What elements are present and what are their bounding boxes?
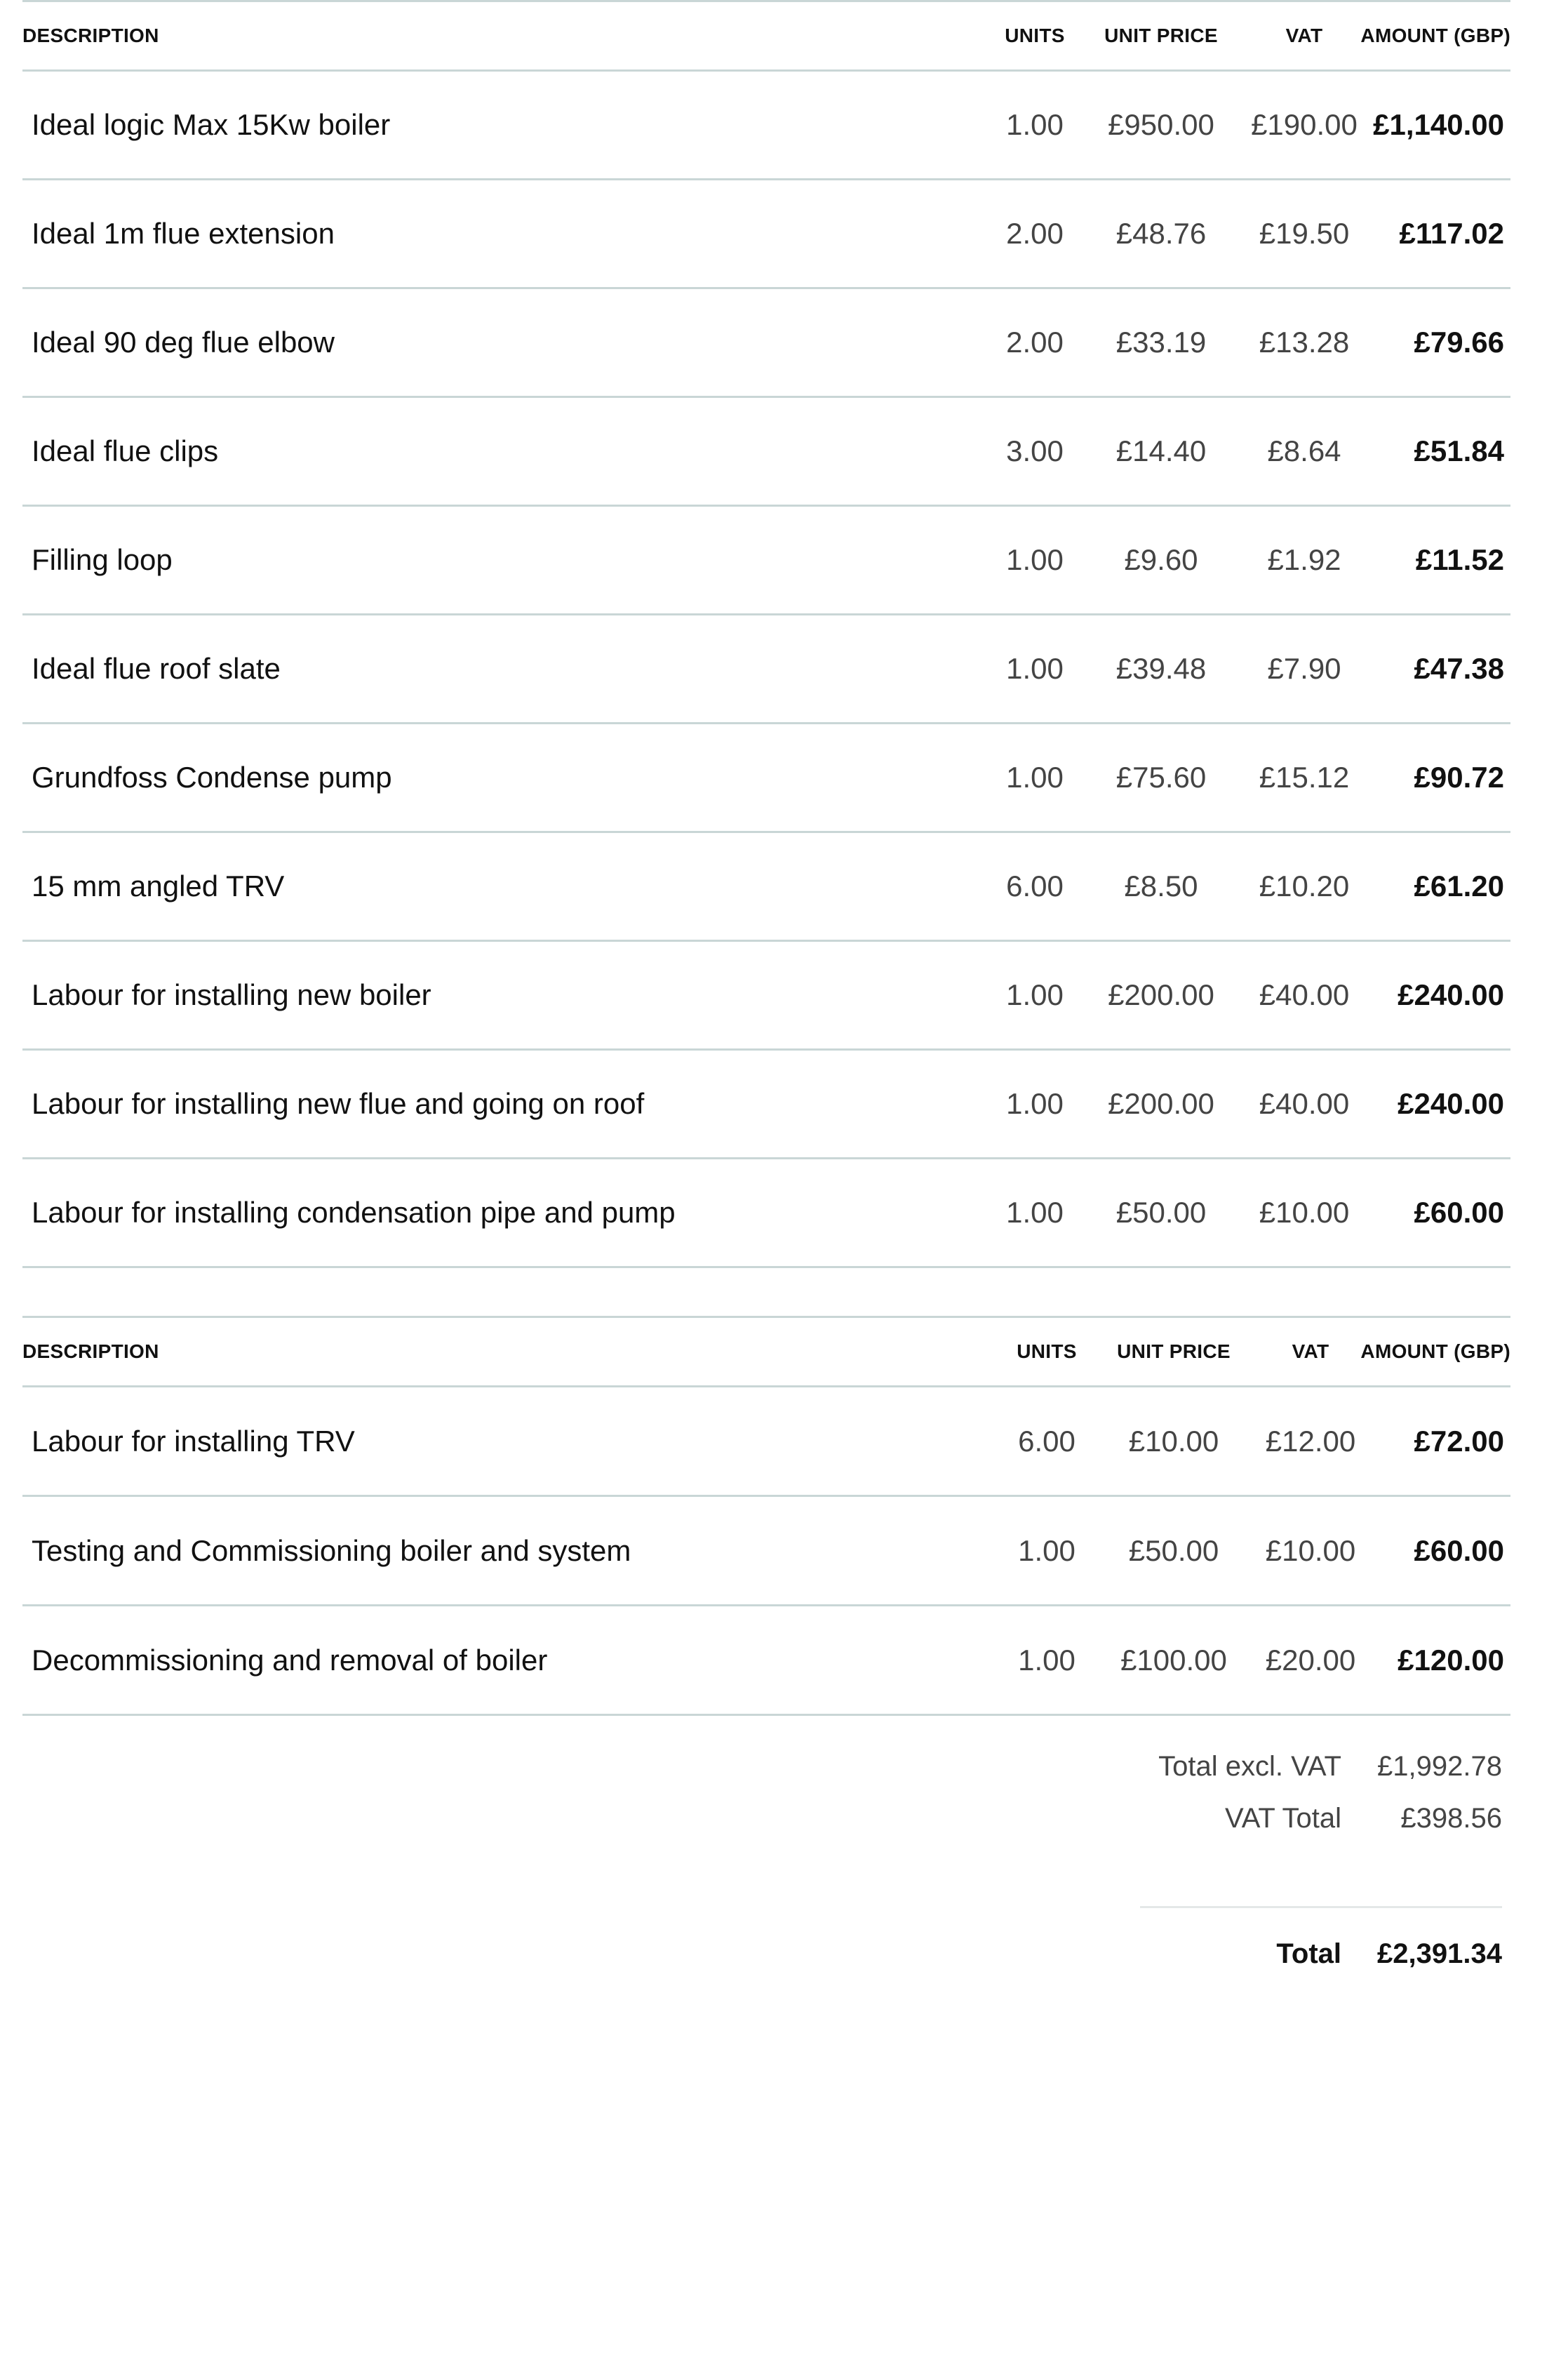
item-unit-price: £50.00 [1115, 1196, 1207, 1229]
table-row [22, 1051, 1510, 1159]
item-description: Filling loop [32, 543, 173, 576]
item-amount: £60.00 [1414, 1196, 1504, 1229]
table-row [22, 942, 1510, 1051]
table-row [22, 72, 1510, 180]
table-row [22, 1387, 1510, 1497]
item-unit-price: £950.00 [1108, 108, 1214, 141]
item-unit-price: £39.48 [1115, 652, 1207, 685]
line-items-table-continued [22, 1316, 1510, 1716]
item-unit-price: £9.60 [1124, 543, 1198, 576]
table-body [22, 72, 1510, 1268]
item-units: 1.00 [1006, 108, 1064, 141]
header-amount: AMOUNT (GBP) [1360, 25, 1510, 46]
item-vat: £20.00 [1265, 1643, 1356, 1677]
item-unit-price: £200.00 [1108, 978, 1214, 1011]
item-units: 1.00 [1006, 652, 1064, 685]
item-amount: £60.00 [1414, 1533, 1504, 1567]
item-vat: £40.00 [1259, 1087, 1350, 1120]
item-unit-price: £33.19 [1115, 326, 1207, 359]
table-header [22, 0, 1510, 72]
item-units: 6.00 [1018, 1424, 1076, 1458]
item-description: Decommissioning and removal of boiler [32, 1643, 548, 1677]
item-vat: £190.00 [1251, 108, 1358, 141]
table-row [22, 615, 1510, 724]
vat-total-label: VAT Total [1224, 1802, 1341, 1834]
total-excl-vat-value: £1,992.78 [1377, 1750, 1502, 1782]
header-amount: AMOUNT (GBP) [1360, 1340, 1510, 1362]
table-header [22, 1316, 1510, 1387]
item-amount: £11.52 [1415, 543, 1504, 576]
item-vat: £10.00 [1259, 1196, 1350, 1229]
item-unit-price: £75.60 [1115, 761, 1207, 794]
item-amount: £47.38 [1414, 652, 1504, 685]
item-description: Labour for installing new flue and going on roof [32, 1087, 645, 1120]
vat-total-value: £398.56 [1400, 1802, 1502, 1834]
item-description: Ideal 90 deg flue elbow [32, 326, 335, 359]
item-unit-price: £10.00 [1128, 1424, 1219, 1458]
table-row [22, 833, 1510, 942]
item-unit-price: £8.50 [1124, 870, 1198, 902]
item-units: 1.00 [1006, 761, 1064, 794]
item-vat: £12.00 [1265, 1424, 1356, 1458]
header-description: DESCRIPTION [22, 1340, 159, 1362]
item-amount: £90.72 [1414, 761, 1504, 794]
item-amount: £72.00 [1414, 1424, 1504, 1458]
table-row [22, 724, 1510, 833]
item-vat: £19.50 [1259, 217, 1350, 250]
item-vat: £8.64 [1267, 434, 1341, 467]
item-units: 2.00 [1006, 326, 1064, 359]
table-row [22, 1497, 1510, 1606]
item-units: 1.00 [1006, 978, 1064, 1011]
item-units: 1.00 [1006, 1196, 1064, 1229]
item-description: Testing and Commissioning boiler and system [32, 1533, 631, 1567]
item-units: 1.00 [1018, 1643, 1076, 1677]
item-units: 2.00 [1006, 217, 1064, 250]
item-amount: £240.00 [1398, 978, 1504, 1011]
line-items-table [22, 0, 1510, 1268]
item-vat: £15.12 [1259, 761, 1350, 794]
item-units: 1.00 [1018, 1533, 1076, 1567]
item-vat: £13.28 [1259, 326, 1350, 359]
header-vat: VAT [1292, 1340, 1329, 1362]
item-units: 3.00 [1006, 434, 1064, 467]
table-row [22, 180, 1510, 289]
item-description: Labour for installing new boiler [32, 978, 431, 1011]
table-body [22, 1387, 1510, 1716]
table-row [22, 1606, 1510, 1716]
table-row [22, 398, 1510, 507]
table-row [22, 1159, 1510, 1268]
item-vat: £10.00 [1265, 1533, 1356, 1567]
header-units: UNITS [1005, 25, 1065, 46]
header-description: DESCRIPTION [22, 25, 159, 46]
item-unit-price: £48.76 [1115, 217, 1207, 250]
item-description: Ideal flue clips [32, 434, 219, 467]
item-units: 1.00 [1006, 1087, 1064, 1120]
item-amount: £51.84 [1414, 434, 1504, 467]
item-units: 1.00 [1006, 543, 1064, 576]
item-vat: £1.92 [1267, 543, 1341, 576]
header-vat: VAT [1285, 25, 1323, 46]
item-units: 6.00 [1006, 870, 1064, 902]
header-units: UNITS [1017, 1340, 1077, 1362]
item-description: 15 mm angled TRV [32, 870, 285, 902]
item-description: Labour for installing TRV [32, 1424, 355, 1458]
item-description: Labour for installing condensation pipe and pump [32, 1196, 676, 1229]
totals-divider [1140, 1906, 1502, 1908]
grand-total-row [1052, 1928, 1502, 1980]
vat-total-row [1052, 1792, 1502, 1844]
table-row [22, 507, 1510, 615]
header-unit-price: UNIT PRICE [1117, 1340, 1231, 1362]
item-amount: £1,140.00 [1373, 108, 1504, 141]
item-vat: £7.90 [1267, 652, 1341, 685]
item-unit-price: £50.00 [1128, 1533, 1219, 1567]
item-amount: £120.00 [1398, 1643, 1504, 1677]
grand-total-label: Total [1276, 1938, 1341, 1969]
item-unit-price: £14.40 [1115, 434, 1207, 467]
total-excl-vat-row [1052, 1740, 1502, 1792]
item-amount: £61.20 [1414, 870, 1504, 902]
item-amount: £117.02 [1399, 217, 1504, 250]
item-description: Ideal flue roof slate [32, 652, 281, 685]
item-vat: £10.20 [1259, 870, 1350, 902]
table-row [22, 289, 1510, 398]
item-unit-price: £100.00 [1120, 1643, 1227, 1677]
item-description: Ideal logic Max 15Kw boiler [32, 108, 391, 141]
grand-total-value: £2,391.34 [1377, 1938, 1502, 1969]
item-amount: £79.66 [1414, 326, 1504, 359]
item-description: Ideal 1m flue extension [32, 217, 335, 250]
item-unit-price: £200.00 [1108, 1087, 1214, 1120]
total-excl-vat-label: Total excl. VAT [1158, 1750, 1341, 1782]
item-description: Grundfoss Condense pump [32, 761, 392, 794]
totals-summary [1052, 1740, 1502, 1969]
item-amount: £240.00 [1398, 1087, 1504, 1120]
header-unit-price: UNIT PRICE [1104, 25, 1218, 46]
item-vat: £40.00 [1259, 978, 1350, 1011]
